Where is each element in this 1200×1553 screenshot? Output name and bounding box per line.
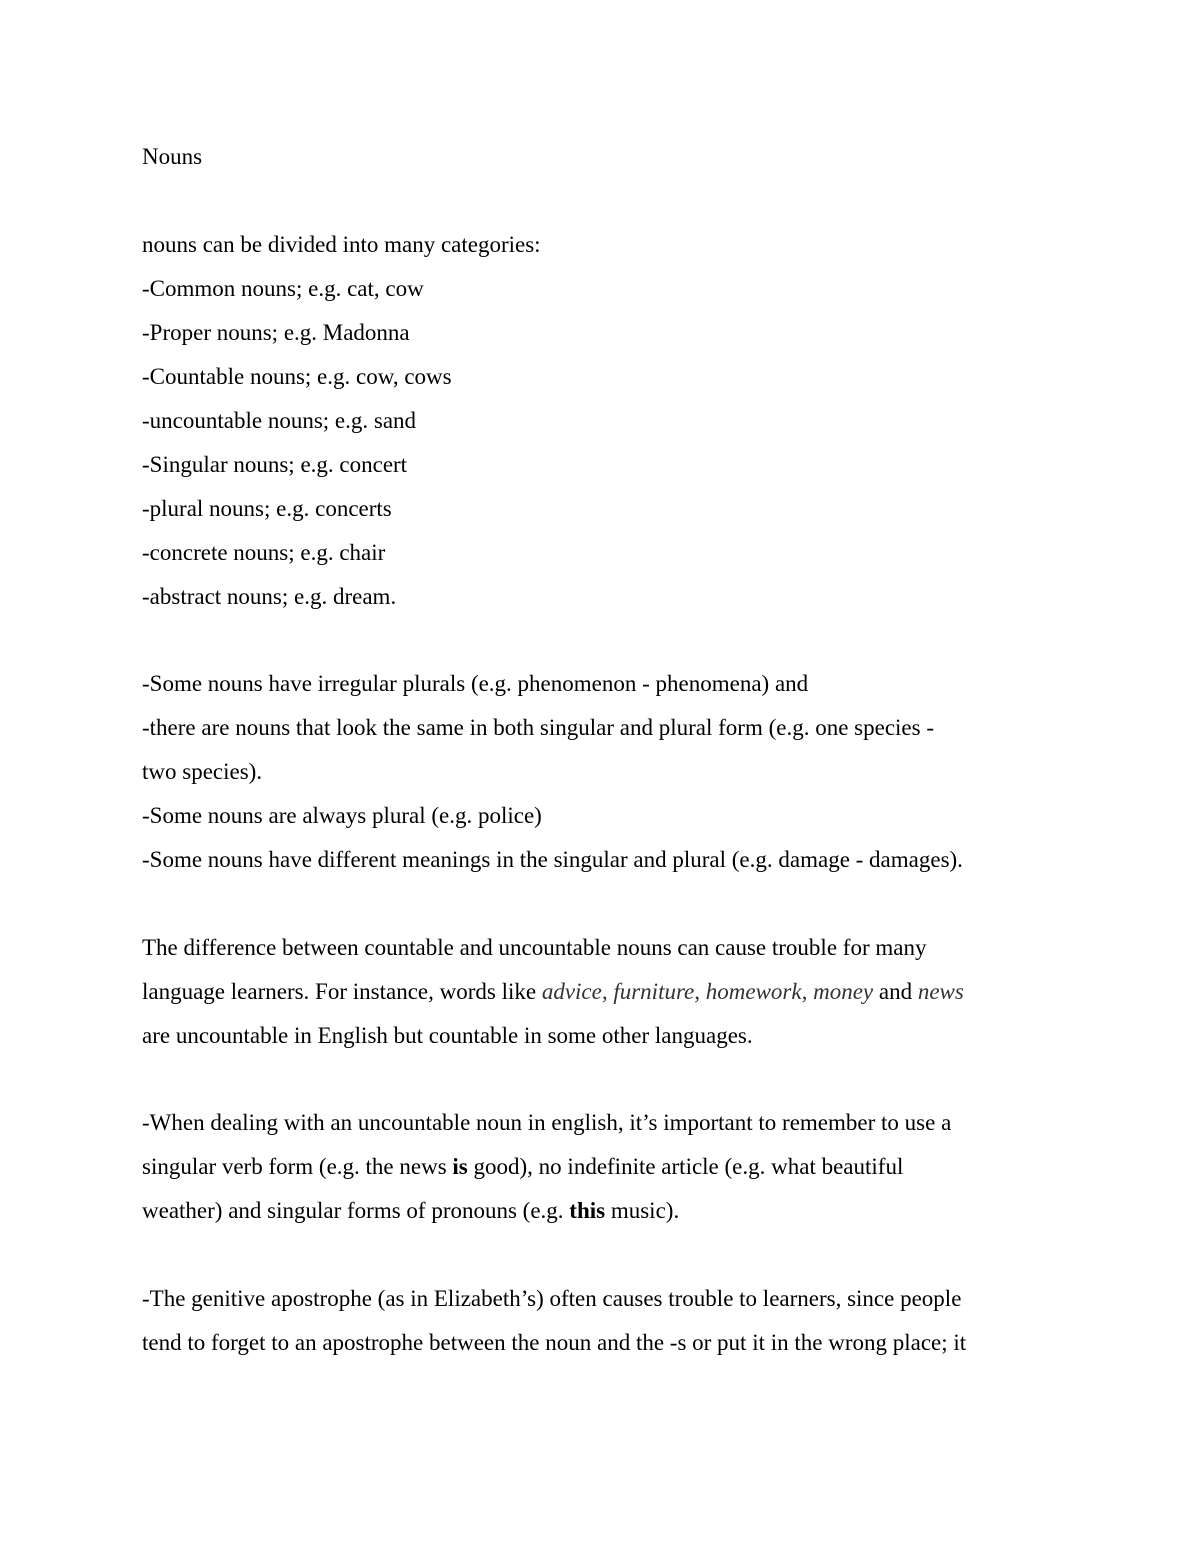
uncountable-text: good), no indefinite article (e.g. what beautiful <box>467 1154 904 1179</box>
category-item: -Countable nouns; e.g. cow, cows <box>142 364 452 389</box>
example-word-italic: news <box>917 979 964 1004</box>
countable-paragraph-line <box>142 977 964 1007</box>
bold-word: this <box>569 1198 606 1223</box>
plural-note-line: -Some nouns have different meanings in the singular and plural (e.g. damage - damages). <box>142 847 963 872</box>
uncountable-paragraph-line: -When dealing with an uncountable noun in english, it’s important to remember to use a <box>142 1110 952 1135</box>
document-title: Nouns <box>142 144 203 169</box>
plural-note-line: two species). <box>142 759 263 784</box>
category-item: -uncountable nouns; e.g. sand <box>142 408 417 433</box>
uncountable-text: weather) and singular forms of pronouns (e.g. <box>142 1198 570 1223</box>
plural-note-line: -Some nouns have irregular plurals (e.g. phenomenon - phenomena) and <box>142 671 809 696</box>
example-words-italic: advice, furniture, homework, money <box>541 979 874 1004</box>
uncountable-text: music). <box>605 1198 680 1223</box>
plural-note-line: -Some nouns are always plural (e.g. police) <box>142 803 542 828</box>
countable-text: and <box>873 979 918 1004</box>
category-item: -Proper nouns; e.g. Madonna <box>142 320 410 345</box>
bold-word: is <box>452 1154 468 1179</box>
plural-note-line: -there are nouns that look the same in both singular and plural form (e.g. one species - <box>142 715 934 740</box>
genitive-paragraph-line: tend to forget to an apostrophe between the noun and the -s or put it in the wrong place; it <box>142 1330 967 1355</box>
category-item: -Common nouns; e.g. cat, cow <box>142 276 424 301</box>
category-item: -Singular nouns; e.g. concert <box>142 452 408 477</box>
uncountable-text: singular verb form (e.g. the news <box>142 1154 453 1179</box>
countable-paragraph-line: are uncountable in English but countable in some other languages. <box>142 1023 753 1048</box>
uncountable-paragraph-line <box>142 1152 903 1182</box>
category-item: -concrete nouns; e.g. chair <box>142 540 386 565</box>
countable-paragraph-line: The difference between countable and uncountable nouns can cause trouble for many <box>142 935 927 960</box>
countable-text: language learners. For instance, words like <box>142 979 542 1004</box>
intro-line: nouns can be divided into many categories: <box>142 232 541 257</box>
category-item: -plural nouns; e.g. concerts <box>142 496 392 521</box>
category-item: -abstract nouns; e.g. dream. <box>142 584 397 609</box>
genitive-paragraph-line: -The genitive apostrophe (as in Elizabeth’s) often causes trouble to learners, since people <box>142 1286 962 1311</box>
uncountable-paragraph-line <box>142 1196 679 1226</box>
